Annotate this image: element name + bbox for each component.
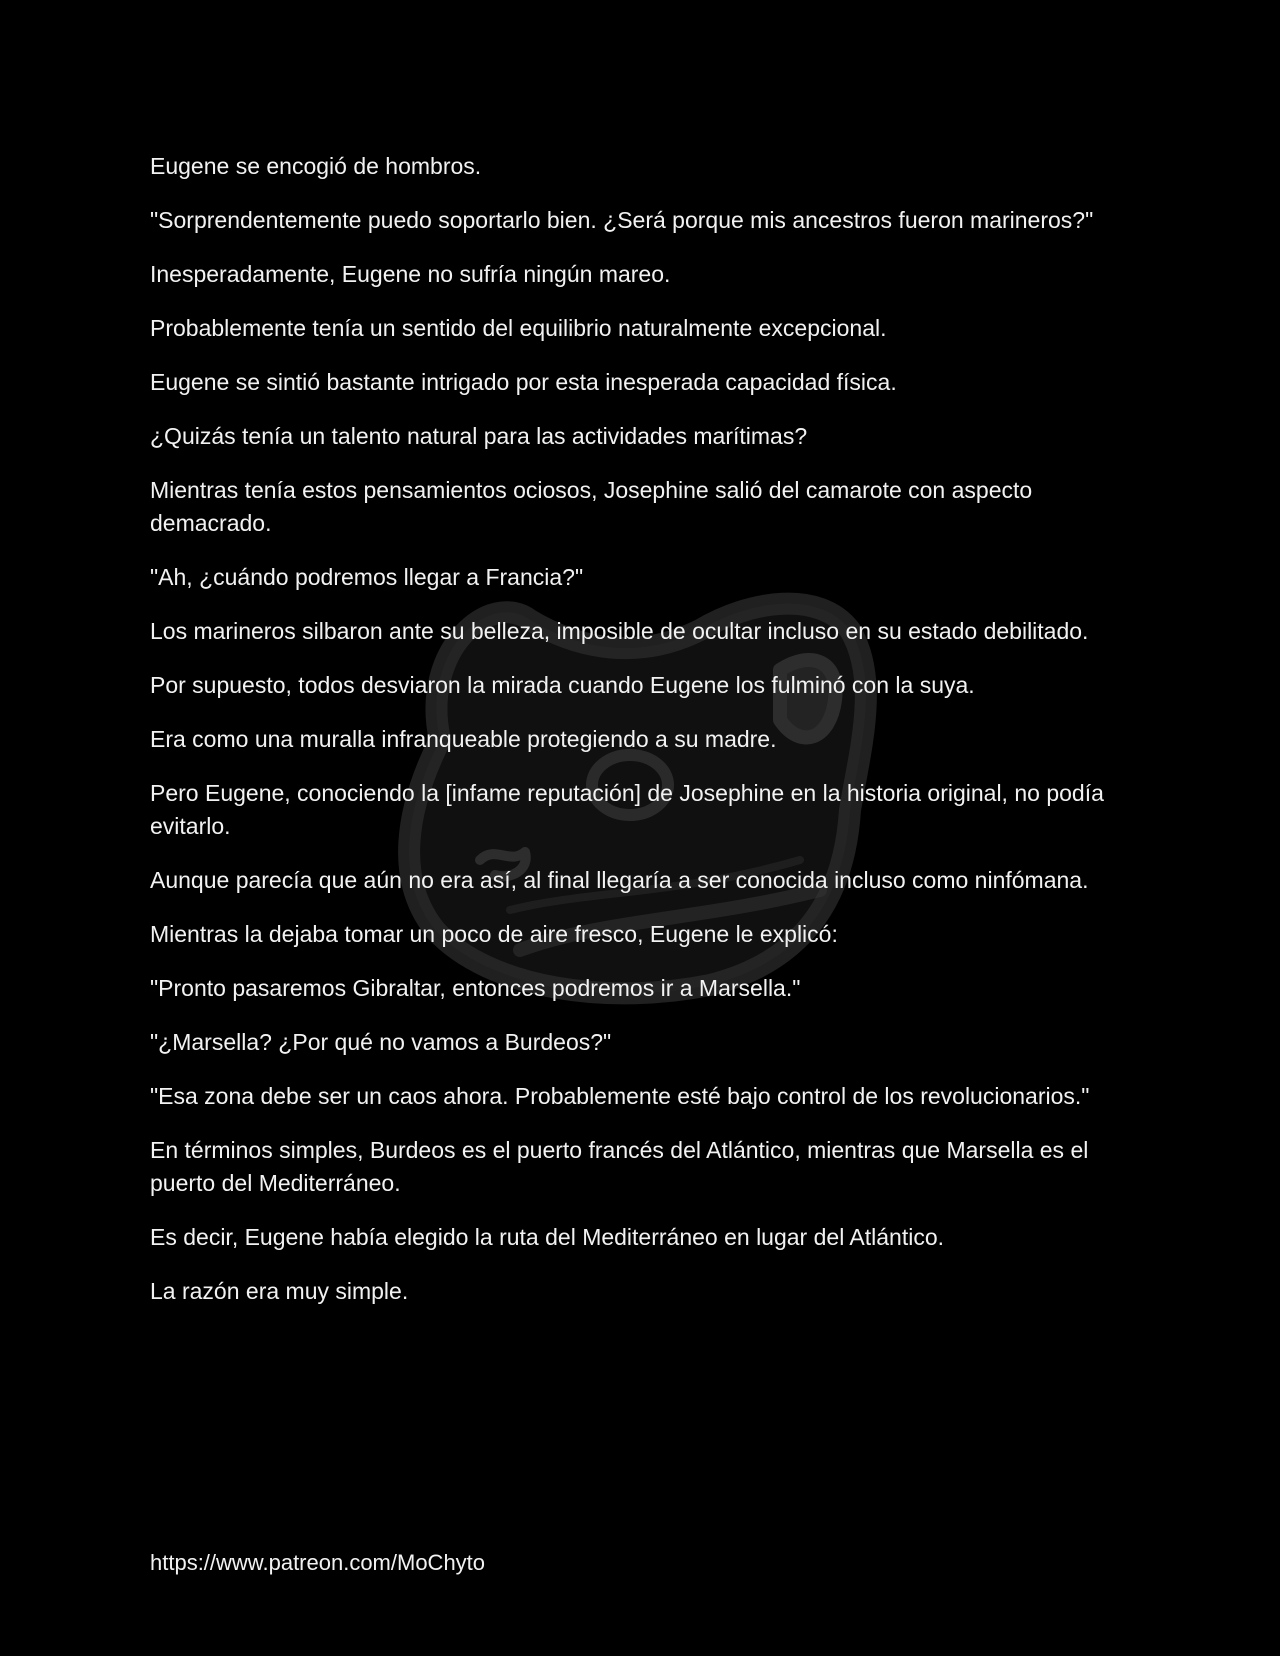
paragraph: "Pronto pasaremos Gibraltar, entonces podremos ir a Marsella." xyxy=(150,975,801,1001)
paragraph: "Sorprendentemente puedo soportarlo bien. ¿Será porque mis ancestros fueron marineros?" xyxy=(150,207,1094,233)
paragraph: Eugene se sintió bastante intrigado por esta inesperada capacidad física. xyxy=(150,369,897,395)
paragraph: Eugene se encogió de hombros. xyxy=(150,153,482,179)
paragraph: ¿Quizás tenía un talento natural para las actividades marítimas? xyxy=(150,423,808,449)
paragraph: La razón era muy simple. xyxy=(150,1278,409,1304)
patreon-link[interactable]: https://www.patreon.com/MoChyto xyxy=(150,1550,486,1575)
paragraph: Los marineros silbaron ante su belleza, imposible de ocultar incluso en su estado debilitado. xyxy=(150,618,1089,644)
paragraph: Inesperadamente, Eugene no sufría ningún mareo. xyxy=(150,261,671,287)
paragraph: Pero Eugene, conociendo la [infame reputación] de Josephine en la historia original, no podía evitarlo. xyxy=(150,780,1104,839)
paragraph: Probablemente tenía un sentido del equilibrio naturalmente excepcional. xyxy=(150,315,887,341)
paragraph: Por supuesto, todos desviaron la mirada cuando Eugene los fulminó con la suya. xyxy=(150,672,975,698)
paragraph: "Esa zona debe ser un caos ahora. Probablemente esté bajo control de los revolucionarios." xyxy=(150,1083,1090,1109)
paragraph: Era como una muralla infranqueable protegiendo a su madre. xyxy=(150,726,777,752)
paragraph: Mientras tenía estos pensamientos ociosos, Josephine salió del camarote con aspecto demacrado. xyxy=(150,477,1033,536)
chapter-text xyxy=(150,150,1140,1329)
paragraph: Es decir, Eugene había elegido la ruta del Mediterráneo en lugar del Atlántico. xyxy=(150,1224,945,1250)
paragraph: Aunque parecía que aún no era así, al final llegaría a ser conocida incluso como ninfómana. xyxy=(150,867,1089,893)
paragraph: Mientras la dejaba tomar un poco de aire fresco, Eugene le explicó: xyxy=(150,921,838,947)
paragraph: "Ah, ¿cuándo podremos llegar a Francia?" xyxy=(150,564,584,590)
paragraph: En términos simples, Burdeos es el puerto francés del Atlántico, mientras que Marsella es el puerto del Mediterráneo. xyxy=(150,1137,1089,1196)
paragraph: "¿Marsella? ¿Por qué no vamos a Burdeos?" xyxy=(150,1029,612,1055)
